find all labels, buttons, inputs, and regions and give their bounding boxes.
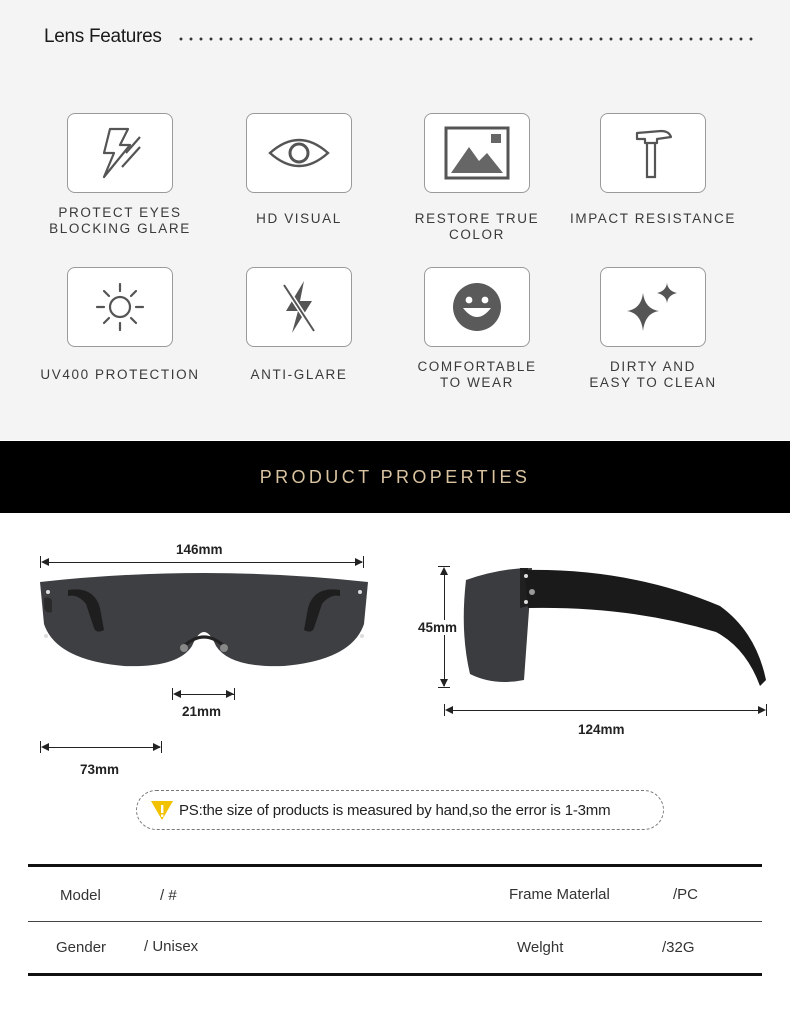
product-properties-banner bbox=[0, 441, 790, 513]
feature-hd-visual bbox=[209, 113, 389, 227]
gender-value: / Unisex bbox=[144, 938, 199, 955]
mountain-picture-icon bbox=[424, 113, 530, 193]
banner-title: PRODUCT PROPERTIES bbox=[259, 467, 531, 487]
arrow-right bbox=[758, 706, 766, 714]
feature-anti-glare bbox=[209, 267, 389, 383]
table-row-divider bbox=[28, 921, 762, 922]
feature-label: ANTI-GLARE bbox=[250, 367, 348, 382]
height-label: 45mm bbox=[418, 620, 458, 635]
lens-width-label: 73mm bbox=[80, 762, 120, 777]
smiley-icon bbox=[424, 267, 530, 347]
feature-label: RESTORE TRUE COLOR bbox=[414, 211, 540, 242]
frame-material-value: /PC bbox=[673, 886, 699, 903]
eye-icon bbox=[246, 113, 352, 193]
feature-label: DIRTY AND EASY TO CLEAN bbox=[589, 359, 717, 390]
table-bottom-rule bbox=[28, 973, 762, 976]
feature-label: UV400 PROTECTION bbox=[40, 367, 200, 382]
dimension-tick bbox=[161, 741, 162, 753]
feature-label: PROTECT EYES BLOCKING GLARE bbox=[49, 205, 191, 236]
gender-label: Gender bbox=[56, 939, 107, 956]
table-top-rule bbox=[28, 864, 762, 867]
feature-easy-clean bbox=[563, 267, 743, 391]
weight-label: Welght bbox=[517, 939, 564, 956]
dimension-tick bbox=[766, 704, 767, 716]
feature-comfortable bbox=[387, 267, 567, 391]
dimension-line bbox=[44, 747, 160, 748]
dimension-tick bbox=[438, 687, 450, 688]
dotted-divider bbox=[176, 36, 756, 42]
note-text: PS:the size of products is measured by hand,so the error is 1-3mm bbox=[179, 801, 611, 819]
glasses-front-image bbox=[34, 568, 374, 668]
arrow-right bbox=[226, 690, 234, 698]
feature-restore-color bbox=[387, 113, 567, 243]
model-label: Model bbox=[60, 887, 101, 904]
frame-material-label: Frame Materlal bbox=[509, 886, 610, 903]
arrow-right bbox=[153, 743, 161, 751]
dimension-line bbox=[44, 562, 362, 563]
slashed-lightning-icon bbox=[246, 267, 352, 347]
dimension-line bbox=[448, 710, 764, 711]
lens-features-section bbox=[0, 0, 790, 440]
dimension-tick bbox=[234, 688, 235, 700]
sun-icon bbox=[67, 267, 173, 347]
warning-triangle-icon bbox=[149, 798, 175, 822]
feature-protect-eyes bbox=[30, 113, 210, 237]
section-title: Lens Features bbox=[44, 26, 162, 47]
hammer-icon bbox=[600, 113, 706, 193]
sparkle-icon bbox=[600, 267, 706, 347]
bridge-label: 21mm bbox=[182, 704, 222, 719]
glasses-side-image bbox=[460, 562, 772, 702]
temple-label: 124mm bbox=[578, 722, 625, 737]
dimension-tick bbox=[363, 556, 364, 568]
measurement-note bbox=[136, 790, 664, 830]
model-value: / # bbox=[160, 887, 177, 904]
width-label: 146mm bbox=[176, 542, 223, 557]
feature-impact-resistance bbox=[563, 113, 743, 227]
arrow-right bbox=[355, 558, 363, 566]
arrow-down bbox=[440, 679, 448, 687]
feature-label: COMFORTABLE TO WEAR bbox=[417, 359, 537, 390]
feature-label: HD VISUAL bbox=[256, 211, 342, 226]
lightning-lines-icon bbox=[67, 113, 173, 193]
weight-value: /32G bbox=[662, 939, 695, 956]
feature-label: IMPACT RESISTANCE bbox=[570, 211, 736, 226]
feature-uv400 bbox=[30, 267, 210, 383]
